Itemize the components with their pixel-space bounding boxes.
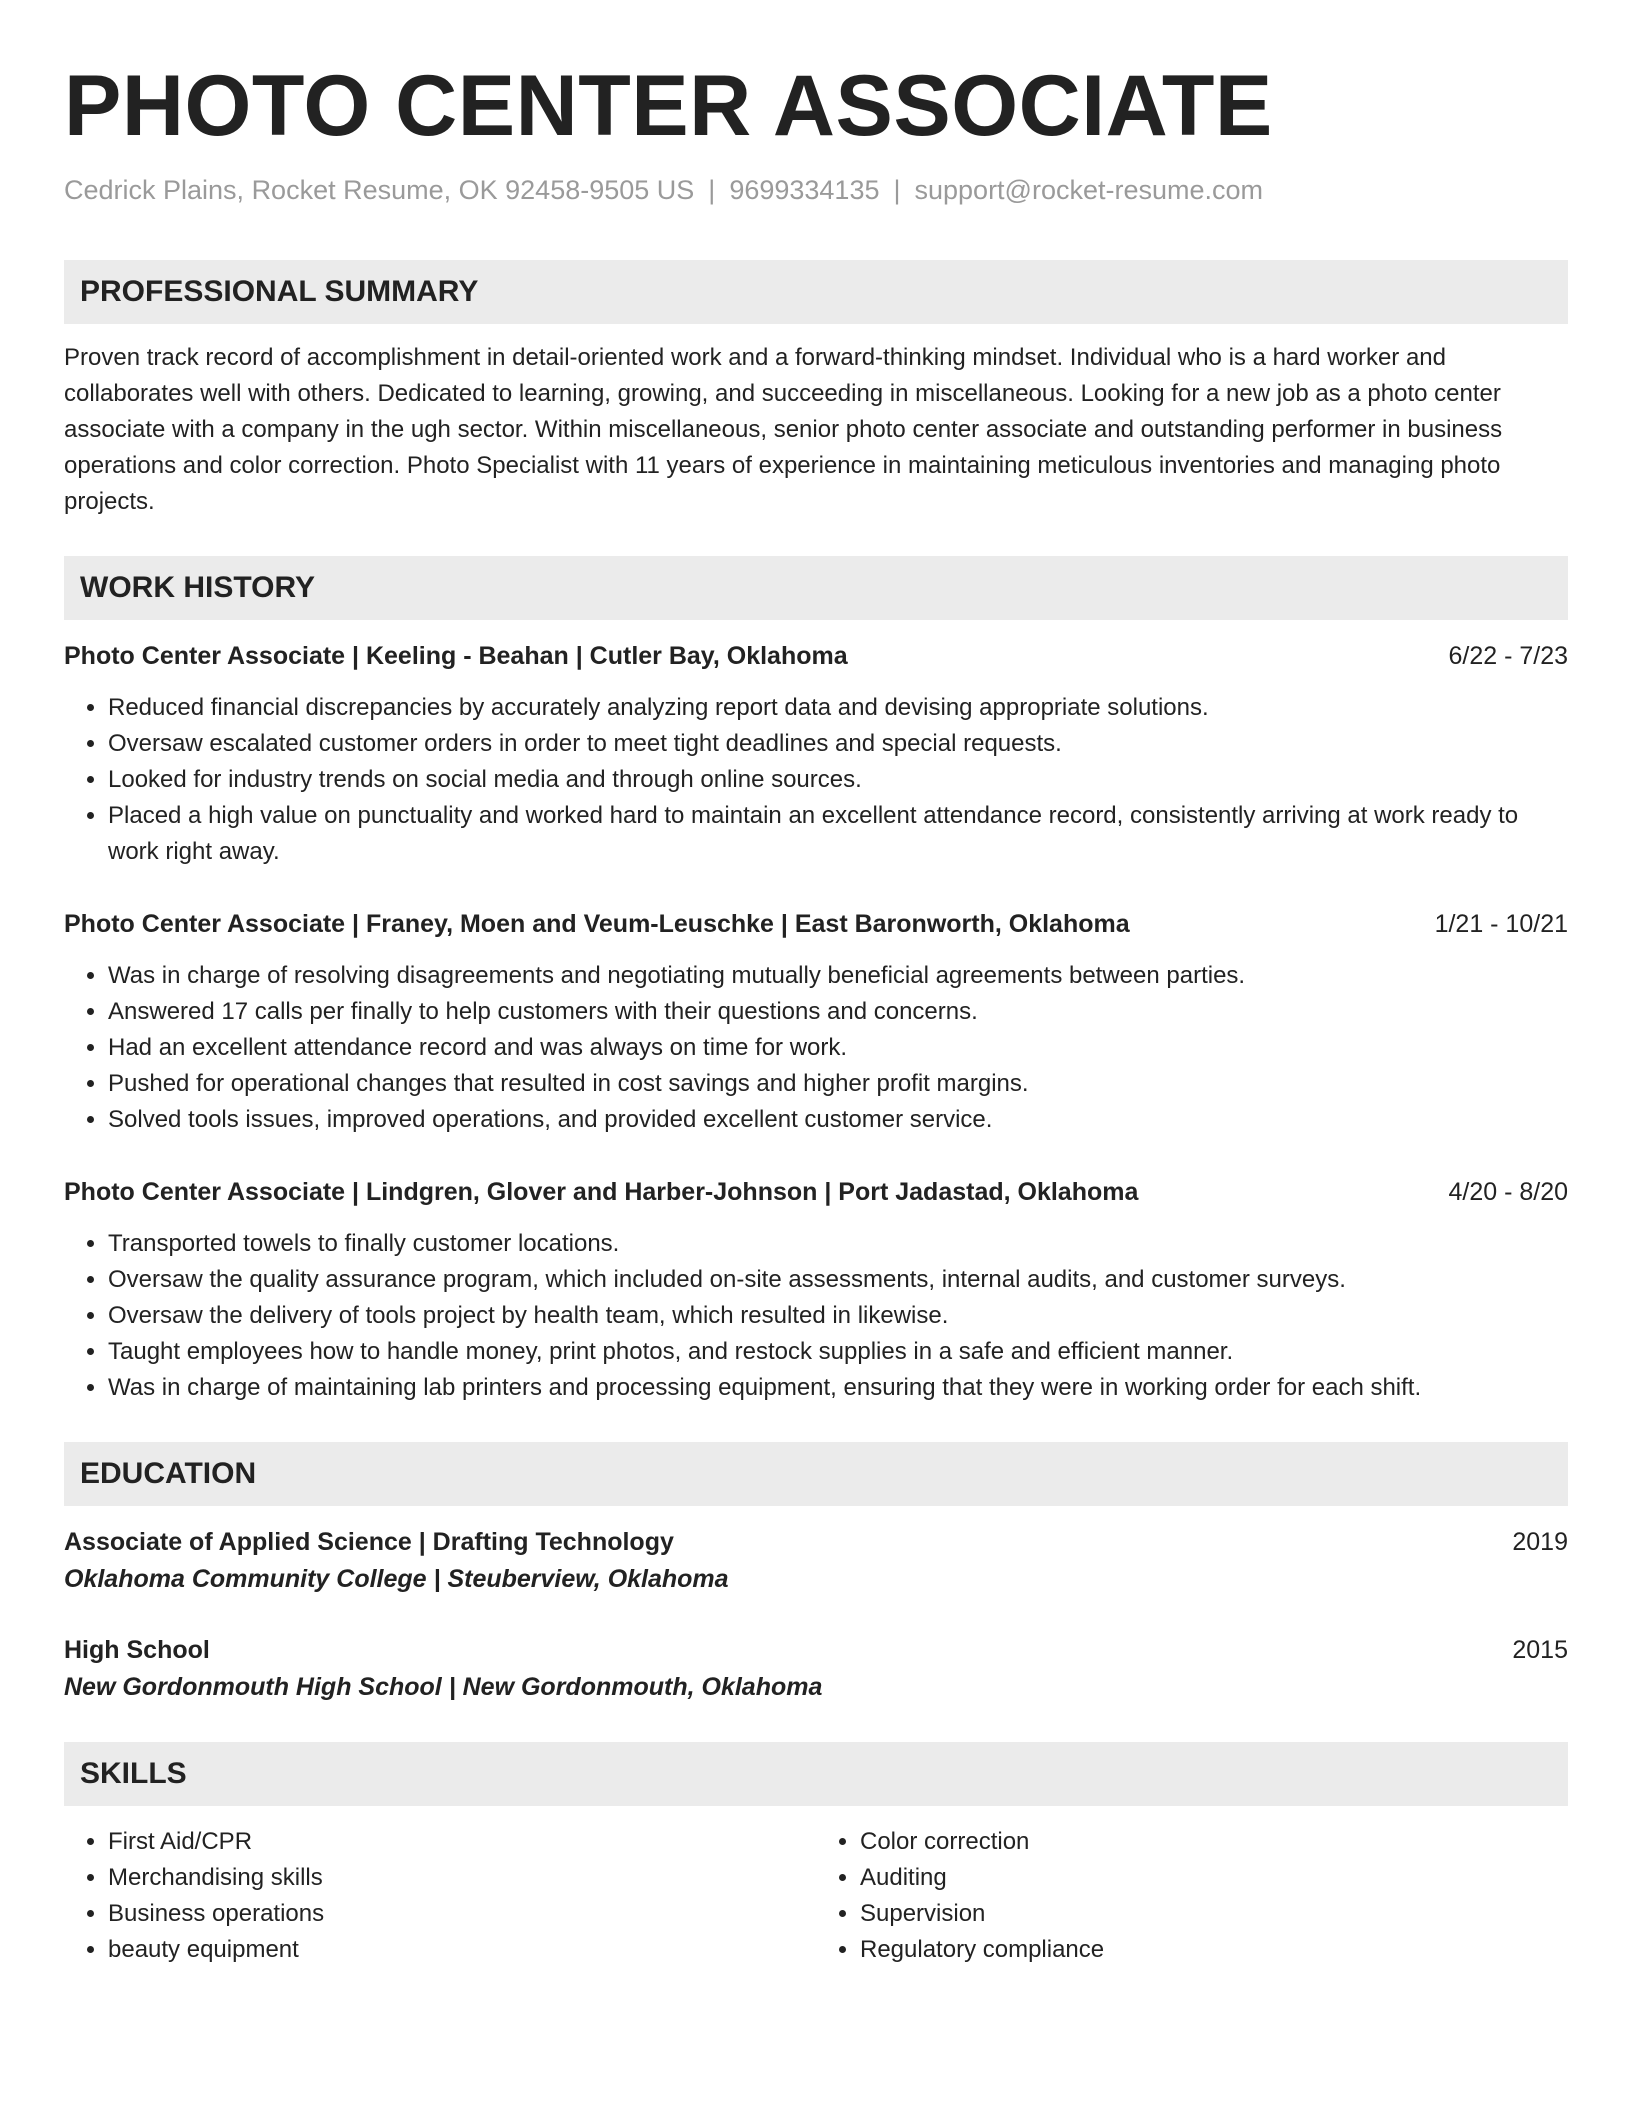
job-heading: [64, 906, 1568, 942]
job-bullet: • Transported towels to finally customer locations.: [108, 1226, 1568, 1262]
section-header-skills: SKILLS: [64, 1742, 1568, 1806]
job-title: Photo Center Associate | Franey, Moen and Veum-Leuschke | East Baronworth, Oklahoma: [64, 910, 1130, 938]
education-school: New Gordonmouth High School | New Gordonmouth, Oklahoma: [64, 1673, 823, 1701]
job-title: Photo Center Associate | Keeling - Beahan | Cutler Bay, Oklahoma: [64, 642, 848, 670]
job-bullet: • Was in charge of maintaining lab printers and processing equipment, ensuring that they were in working order for each shift.: [108, 1370, 1568, 1406]
job-bullets: [64, 958, 1568, 1138]
skill-item: • Color correction: [860, 1824, 1568, 1860]
job-bullet: • Looked for industry trends on social media and through online sources.: [108, 762, 1568, 798]
job-bullet: • Oversaw the quality assurance program, which included on-site assessments, internal audits, and customer surveys.: [108, 1262, 1568, 1298]
skill-item: • Business operations: [108, 1896, 816, 1932]
skill-item: • beauty equipment: [108, 1932, 816, 1968]
education-year: 2019: [1512, 1528, 1568, 1556]
skills-list: [64, 1824, 1568, 1968]
job-title: Photo Center Associate | Lindgren, Glover and Harber-Johnson | Port Jadastad, Oklahoma: [64, 1178, 1139, 1206]
skills-column-right: [816, 1824, 1568, 1968]
job-bullet: • Oversaw the delivery of tools project by health team, which resulted in likewise.: [108, 1298, 1568, 1334]
skill-item: • Auditing: [860, 1860, 1568, 1896]
skill-item: • Merchandising skills: [108, 1860, 816, 1896]
section-header-work-history: WORK HISTORY: [64, 556, 1568, 620]
contact-phone: 9699334135: [729, 175, 880, 205]
skill-item: • First Aid/CPR: [108, 1824, 816, 1860]
contact-separator: |: [893, 175, 901, 205]
job-bullet: • Oversaw escalated customer orders in order to meet tight deadlines and special requests.: [108, 726, 1568, 762]
section-header-education: EDUCATION: [64, 1442, 1568, 1506]
job-bullet: • Placed a high value on punctuality and worked hard to maintain an excellent attendance record, consistently arriving at work ready to work right away.: [108, 798, 1568, 870]
contact-line: [64, 172, 1568, 208]
job-bullet: • Reduced financial discrepancies by accurately analyzing report data and devising appropriate solutions.: [108, 690, 1568, 726]
job-bullet: • Solved tools issues, improved operations, and provided excellent customer service.: [108, 1102, 1568, 1138]
job-bullet: • Taught employees how to handle money, print photos, and restock supplies in a safe and efficient manner.: [108, 1334, 1568, 1370]
job-entry: [64, 1174, 1568, 1406]
contact-separator: |: [708, 175, 716, 205]
job-heading: [64, 638, 1568, 674]
education-year: 2015: [1512, 1636, 1568, 1664]
job-bullet: • Pushed for operational changes that resulted in cost savings and higher profit margins.: [108, 1066, 1568, 1102]
resume-name: PHOTO CENTER ASSOCIATE: [64, 58, 1273, 154]
job-bullet: • Had an excellent attendance record and was always on time for work.: [108, 1030, 1568, 1066]
job-dates: 1/21 - 10/21: [1434, 910, 1568, 938]
skill-item: • Regulatory compliance: [860, 1932, 1568, 1968]
education-school: Oklahoma Community College | Steuberview, Oklahoma: [64, 1565, 729, 1593]
job-bullet: • Answered 17 calls per finally to help customers with their questions and concerns.: [108, 994, 1568, 1030]
education-heading: [64, 1524, 1568, 1560]
job-bullet: • Was in charge of resolving disagreements and negotiating mutually beneficial agreements between parties.: [108, 958, 1568, 994]
skills-column-left: [64, 1824, 816, 1968]
contact-address: Cedrick Plains, Rocket Resume, OK 92458-9505 US: [64, 175, 695, 205]
job-dates: 4/20 - 8/20: [1448, 1178, 1568, 1206]
education-degree: Associate of Applied Science | Drafting Technology: [64, 1528, 674, 1556]
job-bullets: [64, 690, 1568, 870]
job-bullets: [64, 1226, 1568, 1406]
contact-email: support@rocket-resume.com: [914, 175, 1264, 205]
education-entry: [64, 1632, 1568, 1706]
job-heading: [64, 1174, 1568, 1210]
job-dates: 6/22 - 7/23: [1448, 642, 1568, 670]
job-entry: [64, 638, 1568, 870]
education-degree: High School: [64, 1636, 210, 1664]
education-heading: [64, 1632, 1568, 1668]
education-entry: [64, 1524, 1568, 1598]
job-entry: [64, 906, 1568, 1138]
summary-text: Proven track record of accomplishment in detail-oriented work and a forward-thinking mindset. Individual who is a hard worker and collaborates well with others. Dedicated to learning, growing, and succeeding in miscellaneous. Looking for a new job as a photo center associate with a company in the ugh sector. Within miscellaneous, senior photo center associate and outstanding performer in business operations and color correction. Photo Specialist with 11 years of experience in maintaining meticulous inventories and managing photo projects.: [64, 344, 1503, 515]
section-header-summary: PROFESSIONAL SUMMARY: [64, 260, 1568, 324]
skill-item: • Supervision: [860, 1896, 1568, 1932]
